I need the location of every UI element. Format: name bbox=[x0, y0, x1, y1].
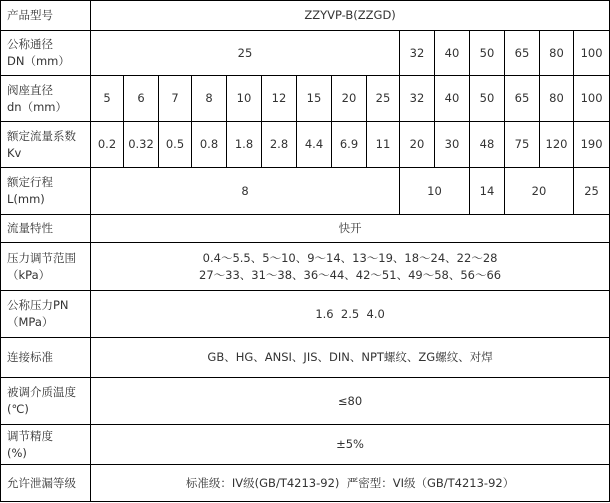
kv-label: 额定流量系数 Kv bbox=[1, 122, 91, 168]
row-connection bbox=[1, 338, 610, 378]
seat-dn-cell: 7 bbox=[159, 76, 192, 122]
pressure-range-value: 0.4～5.5、5～10、9～14、13～19、18～24、22～28 27～33、31～38、36～44、42～51、49～58、56～66 bbox=[91, 243, 610, 291]
accuracy-value: ±5% bbox=[91, 425, 610, 465]
kv-cell: 190 bbox=[574, 122, 610, 168]
seat-dn-cell: 5 bbox=[91, 76, 124, 122]
row-model bbox=[1, 1, 610, 31]
seat-dn-cell: 50 bbox=[470, 76, 505, 122]
kv-cell: 6.9 bbox=[332, 122, 367, 168]
row-pressure-range bbox=[1, 243, 610, 291]
flow-char-label: 流量特性 bbox=[1, 215, 91, 243]
seat-dn-cell: 6 bbox=[124, 76, 159, 122]
row-accuracy bbox=[1, 425, 610, 465]
kv-cell: 120 bbox=[540, 122, 574, 168]
medium-temp-label: 被调介质温度 (℃) bbox=[1, 378, 91, 425]
seat-dn-cell: 10 bbox=[227, 76, 262, 122]
kv-cell: 30 bbox=[435, 122, 470, 168]
model-value: ZZYVP-B(ZZGD) bbox=[91, 1, 610, 31]
leakage-value: 标准级：IV级(GB/T4213-92) 严密型：VI级（GB/T4213-92） bbox=[91, 465, 610, 502]
row-kv bbox=[1, 122, 610, 168]
kv-cell: 11 bbox=[367, 122, 400, 168]
nominal-dn-cell: 50 bbox=[470, 31, 505, 76]
nominal-dn-cell: 80 bbox=[540, 31, 574, 76]
kv-cell: 4.4 bbox=[297, 122, 332, 168]
seat-dn-cell: 8 bbox=[192, 76, 227, 122]
connection-label: 连接标准 bbox=[1, 338, 91, 378]
pressure-range-label: 压力调节范围 （kPa） bbox=[1, 243, 91, 291]
seat-dn-cell: 25 bbox=[367, 76, 400, 122]
connection-value: GB、HG、ANSI、JIS、DIN、NPT螺纹、ZG螺纹、对焊 bbox=[91, 338, 610, 378]
accuracy-label: 调节精度 (%) bbox=[1, 425, 91, 465]
medium-temp-value: ≤80 bbox=[91, 378, 610, 425]
model-label: 产品型号 bbox=[1, 1, 91, 31]
stroke-cell: 10 bbox=[400, 168, 470, 215]
row-stroke bbox=[1, 168, 610, 215]
row-seat-dn bbox=[1, 76, 610, 122]
nominal-dn-cell: 32 bbox=[400, 31, 435, 76]
kv-cell: 0.2 bbox=[91, 122, 124, 168]
kv-cell: 0.5 bbox=[159, 122, 192, 168]
seat-dn-cell: 65 bbox=[505, 76, 540, 122]
kv-cell: 20 bbox=[400, 122, 435, 168]
kv-cell: 0.8 bbox=[192, 122, 227, 168]
seat-dn-cell: 15 bbox=[297, 76, 332, 122]
row-medium-temp bbox=[1, 378, 610, 425]
leakage-label: 允许泄漏等级 bbox=[1, 465, 91, 502]
seat-dn-cell: 80 bbox=[540, 76, 574, 122]
seat-dn-cell: 100 bbox=[574, 76, 610, 122]
stroke-cell: 25 bbox=[574, 168, 610, 215]
kv-cell: 0.32 bbox=[124, 122, 159, 168]
stroke-cell: 8 bbox=[91, 168, 400, 215]
pn-value: 1.6 2.5 4.0 bbox=[91, 291, 610, 338]
stroke-label: 额定行程 L(mm) bbox=[1, 168, 91, 215]
seat-dn-cell: 32 bbox=[400, 76, 435, 122]
pn-label: 公称压力PN （MPa） bbox=[1, 291, 91, 338]
kv-cell: 75 bbox=[505, 122, 540, 168]
row-nominal-dn bbox=[1, 31, 610, 76]
stroke-cell: 14 bbox=[470, 168, 505, 215]
nominal-dn-cell: 25 bbox=[91, 31, 400, 76]
seat-dn-label: 阀座直径 dn（mm） bbox=[1, 76, 91, 122]
row-leakage bbox=[1, 465, 610, 502]
flow-char-value: 快开 bbox=[91, 215, 610, 243]
stroke-cell: 20 bbox=[505, 168, 574, 215]
nominal-dn-cell: 40 bbox=[435, 31, 470, 76]
kv-cell: 48 bbox=[470, 122, 505, 168]
seat-dn-cell: 40 bbox=[435, 76, 470, 122]
nominal-dn-cell: 65 bbox=[505, 31, 540, 76]
nominal-dn-label: 公称通径 DN（mm） bbox=[1, 31, 91, 76]
seat-dn-cell: 20 bbox=[332, 76, 367, 122]
nominal-dn-cell: 100 bbox=[574, 31, 610, 76]
kv-cell: 1.8 bbox=[227, 122, 262, 168]
row-pn bbox=[1, 291, 610, 338]
kv-cell: 2.8 bbox=[262, 122, 297, 168]
seat-dn-cell: 12 bbox=[262, 76, 297, 122]
row-flow-characteristic bbox=[1, 215, 610, 243]
